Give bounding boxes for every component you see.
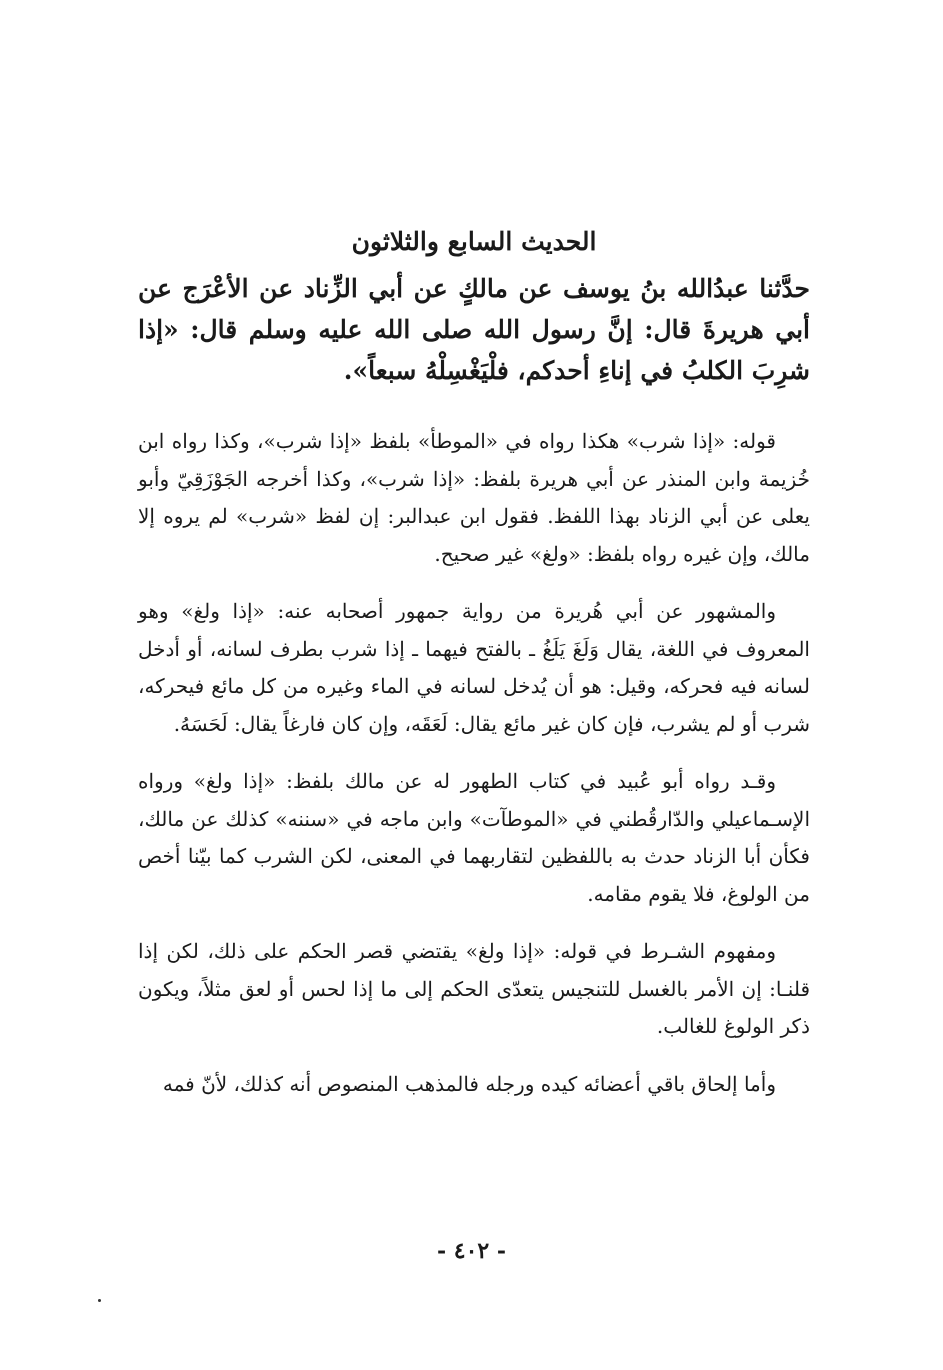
page-content (138, 222, 810, 1123)
commentary-paragraph-1: قوله: «إذا شرب» هكذا رواه في «الموطأ» بلفظ «إذا شرب»، وكذا رواه ابن خُزيمة وابن المنذر عن أبي هريرة بلفظ: «إذا شرب»، وكذا أخرجه الجَوْزَقِيّ وأبو يعلى عن أبي الزناد بهذا اللفظ. فقول ابن عبدالبر: إن لفظ «شرب» لم يروه إلا مالك، وإن غيره رواه بلفظ: «ولغ» غير صحيح. (138, 429, 810, 566)
commentary-paragraph-3: وقـد رواه أبو عُبيد في كتاب الطهور له عن مالك بلفظ: «إذا ولغ» ورواه الإسـماعيلي والدّارقُطني في «الموطآت» وابن ماجه في «سننه» كذلك عن مالك، فكأن أبا الزناد حدث به باللفظين لتقاربهما في المعنى، لكن الشرب كما بيّنا أخص من الولوغ، فلا يقوم مقامه. (138, 769, 810, 906)
commentary-paragraph-4: ومفهوم الشـرط في قوله: «إذا ولغ» يقتضي قصر الحكم على ذلك، لكن إذا قلنـا: إن الأمر بالغسل للتنجيس يتعدّى الحكم إلى ما إذا لحس أو لعق مثلاً، ويكون ذكر الولوغ للغالب. (138, 939, 810, 1038)
scan-speck (98, 1299, 101, 1302)
hadith-title: الحديث السابع والثلاثون (351, 227, 597, 256)
page-number: - ٤٠٢ - (436, 1238, 507, 1264)
commentary-paragraph-5: وأما إلحاق باقي أعضائه كيده ورجله فالمذهب المنصوص أنه كذلك، لأنّ فمه (162, 1071, 776, 1096)
hadith-text: حدَّثنا عبدُالله بنُ يوسف عن مالكٍ عن أبي الزِّناد عن الأعْرَج عن أبي هريرةَ قال: إنَّ رسول الله صلى الله عليه وسلم قال: «إذا شرِبَ الكلبُ في إناءِ أحدكم، فلْيَغْسِلْهُ سبعاً». (138, 274, 810, 385)
commentary-paragraph-2: والمشهور عن أبي هُريرة من رواية جمهور أصحابه عنه: «إذا ولغ» وهو المعروف في اللغة، يقال وَلَغَ يَلَغُ ـ بالفتح فيهما ـ إذا شرب بطرف لسانه، أو أدخل لسانه فيه فحركه، وقيل: هو أن يُدخل لسانه في الماء وغيره من كل مائع فيحركه، شرب أو لم يشرب، فإن كان غير مائع يقال: لَعَقَه، وإن كان فارغاً يقال: لَحَسَهُ. (138, 599, 810, 736)
